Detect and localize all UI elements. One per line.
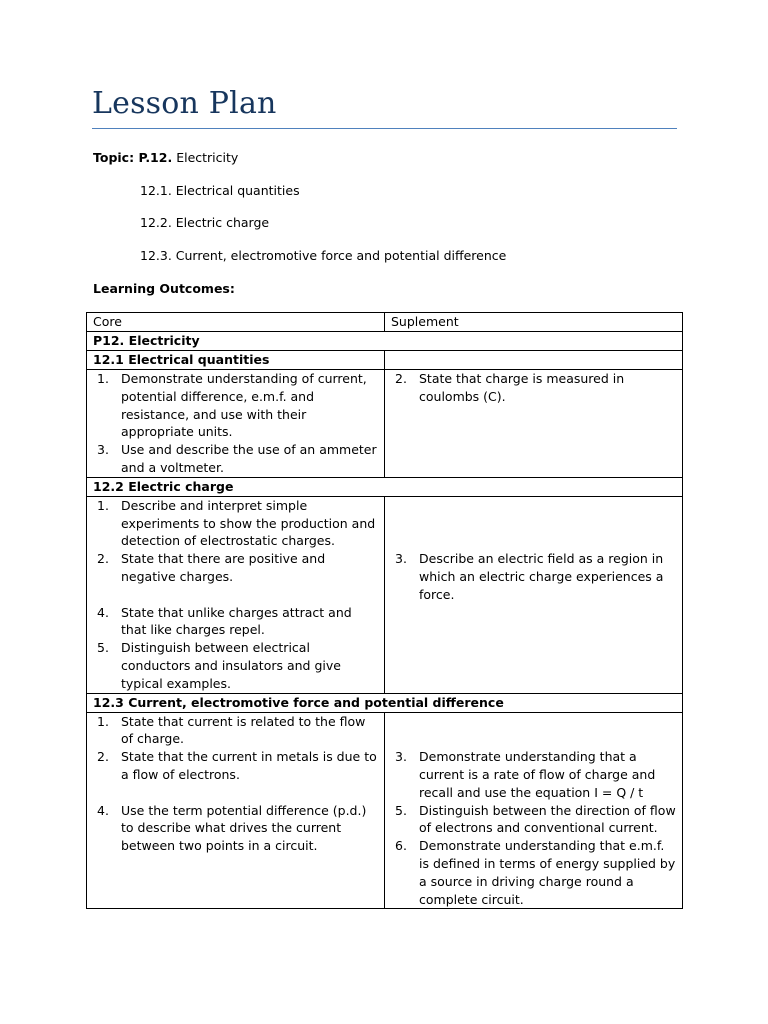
list-spacer (93, 784, 378, 802)
list-item: 1. Describe and interpret simple experiments to show the production and detection of electrostatic charges. (97, 497, 376, 549)
table-row (87, 712, 683, 909)
list-item: 3. Describe an electric field as a region in which an electric charge experiences a force. (395, 551, 664, 602)
header-core: Core (87, 313, 385, 332)
list-item: 5. Distinguish between electrical conductors and insulators and give typical examples. (97, 640, 341, 691)
list-item: 6. Demonstrate understanding that e.m.f. is defined in terms of energy supplied by a source in driving charge round a complete circuit. (395, 838, 676, 907)
list-spacer (391, 497, 676, 515)
list-item: 4. State that unlike charges attract and that like charges repel. (97, 604, 352, 638)
list-spacer (391, 730, 676, 748)
section-heading: 12.3 Current, electromotive force and potential difference (87, 693, 683, 712)
list-item: 2. State that the current in metals is due to a flow of electrons. (97, 749, 377, 782)
topic-label: Topic: P.12. (93, 150, 173, 165)
core-list (93, 370, 378, 477)
core-list (93, 497, 378, 693)
topic-line (93, 150, 238, 165)
supplement-list (391, 497, 676, 604)
list-item: 2. State that there are positive and negative charges. (97, 551, 326, 584)
page-title: Lesson Plan (92, 86, 277, 121)
section-heading: 12.2 Electric charge (87, 477, 683, 496)
unit-heading: P12. Electricity (87, 332, 683, 351)
table-row (87, 496, 683, 693)
list-item: 3. Use and describe the use of an ammeter and a voltmeter. (97, 442, 377, 475)
list-spacer (391, 515, 676, 533)
supplement-cell (385, 712, 683, 909)
core-cell (87, 712, 385, 909)
header-supplement: Suplement (385, 313, 683, 332)
topic-value: Electricity (172, 150, 239, 165)
learning-outcomes-label: Learning Outcomes: (93, 281, 235, 296)
learning-outcomes-table (86, 312, 683, 909)
section-heading-empty (385, 351, 683, 370)
list-spacer (391, 532, 676, 550)
list-item: 1. Demonstrate understanding of current, potential difference, e.m.f. and resistance, and use with their appropriate units. (97, 371, 367, 440)
list-item: 2. State that charge is measured in coulombs (C). (395, 371, 625, 404)
subtopic-3: 12.3. Current, electromotive force and potential difference (140, 248, 507, 263)
table-row (87, 370, 683, 478)
list-item: 1. State that current is related to the flow of charge. (97, 713, 366, 747)
section-heading-row (87, 693, 683, 712)
section-heading: 12.1 Electrical quantities (87, 351, 385, 370)
subtopic-2: 12.2. Electric charge (140, 215, 270, 230)
list-item: 3. Demonstrate understanding that a current is a rate of flow of charge and recall and use the equation I = Q / t (395, 749, 656, 800)
supplement-list (391, 370, 676, 406)
supplement-cell (385, 496, 683, 693)
core-list (93, 713, 378, 855)
list-item: 4. Use the term potential difference (p.d.) to describe what drives the current between two points in a circuit. (97, 802, 367, 854)
list-spacer (93, 586, 378, 604)
list-item: 5. Distinguish between the direction of flow of electrons and conventional current. (395, 802, 676, 836)
subtopic-1: 12.1. Electrical quantities (140, 183, 300, 198)
title-divider (92, 128, 677, 129)
supplement-list (391, 713, 676, 909)
section-heading-row (87, 351, 683, 370)
table-header-row (87, 313, 683, 332)
list-spacer (391, 713, 676, 731)
section-heading-row (87, 477, 683, 496)
unit-row (87, 332, 683, 351)
supplement-cell (385, 370, 683, 478)
core-cell (87, 496, 385, 693)
core-cell (87, 370, 385, 478)
